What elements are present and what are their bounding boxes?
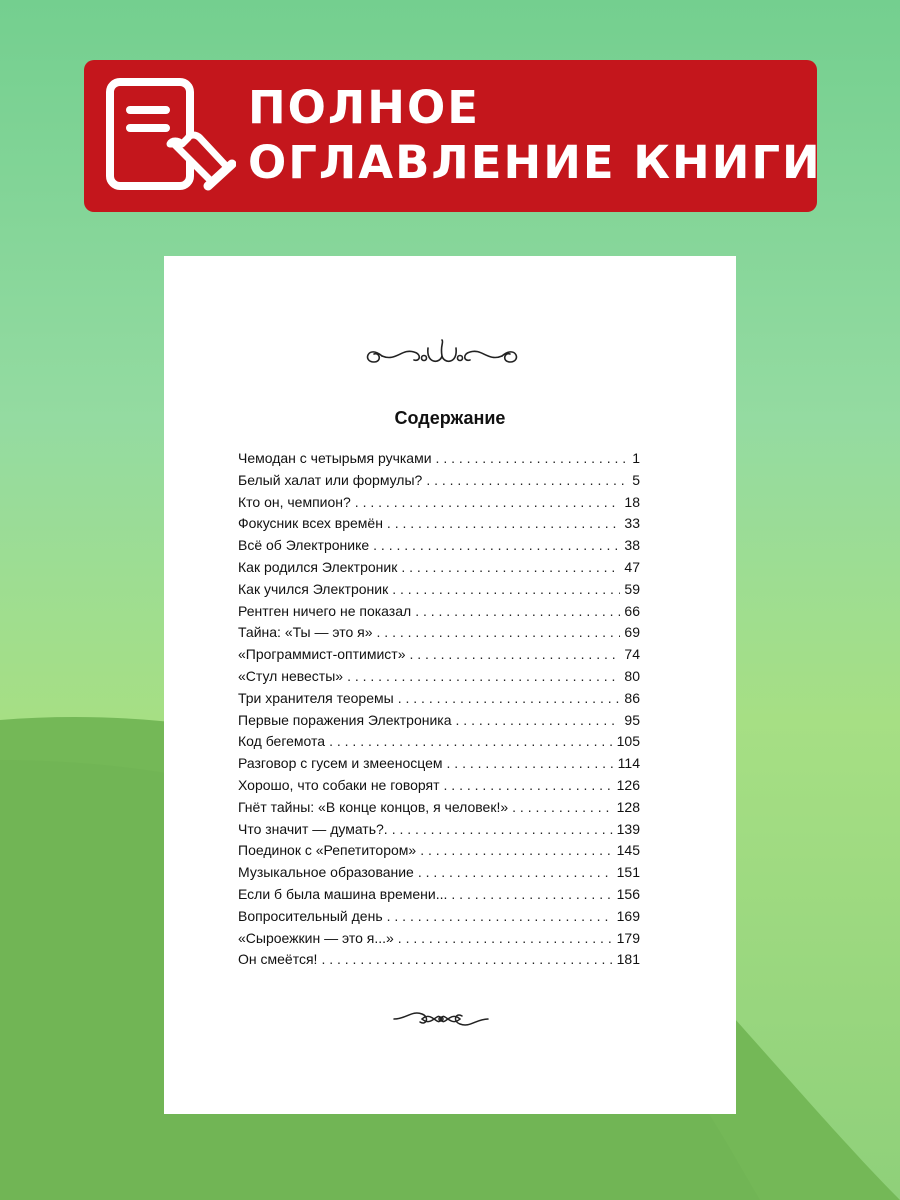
toc-title: Кто он, чемпион? (238, 493, 351, 510)
toc-page: 74 (624, 646, 640, 663)
toc-title: Поединок с «Репетитором» (238, 842, 417, 859)
toc-page: 59 (624, 580, 640, 597)
toc-title: Разговор с гусем и змееносцем (238, 755, 443, 772)
toc-entry (238, 799, 640, 821)
toc-page: 1 (632, 450, 640, 466)
toc-title: «Сыроежкин — это я...» (238, 929, 394, 946)
toc-entry (238, 755, 640, 777)
toc-title: Хорошо, что собаки не говорят (238, 776, 440, 793)
toc-title: Белый халат или формулы? (238, 471, 423, 488)
toc-leader (426, 472, 626, 488)
toc-title: Фокусник всех времён (238, 515, 383, 532)
toc-page: 18 (624, 493, 640, 510)
toc-page: 95 (624, 711, 640, 728)
toc-leader (392, 821, 613, 837)
toc-title: Чемодан с четырьмя ручками (238, 450, 432, 466)
toc-title: «Программист-оптимист» (238, 646, 406, 663)
toc-entry (238, 690, 640, 712)
toc-page: 145 (616, 842, 640, 859)
toc-title: Музыкальное образование (238, 864, 414, 881)
toc-page: 128 (616, 798, 640, 815)
toc-entry (238, 494, 640, 516)
toc-title: Три хранителя теоремы (238, 689, 394, 706)
toc-entry (238, 951, 640, 973)
toc-title: Что значит — думать?. (238, 820, 388, 837)
toc-title: Вопросительный день (238, 907, 383, 924)
toc-leader (392, 581, 620, 597)
toc-leader (451, 886, 612, 902)
toc-page: 114 (617, 755, 640, 772)
toc-entry (238, 842, 640, 864)
toc-entry (238, 624, 640, 646)
toc-entry (238, 603, 640, 625)
toc-title: Первые поражения Электроника (238, 711, 452, 728)
toc-leader (410, 646, 621, 662)
toc-title: Он смеётся! (238, 951, 318, 968)
table-of-contents (238, 450, 640, 973)
toc-entry (238, 908, 640, 930)
toc-title: Как родился Электроник (238, 558, 398, 575)
toc-title: Как учился Электроник (238, 580, 389, 597)
toc-title: Код бегемота (238, 733, 326, 750)
toc-entry (238, 450, 640, 472)
toc-title: Рентген ничего не показал (238, 602, 412, 619)
scroll-ornament-icon (392, 1006, 490, 1032)
toc-entry (238, 930, 640, 952)
toc-entry (238, 733, 640, 755)
toc-entry (238, 777, 640, 799)
toc-page: 69 (624, 624, 640, 641)
toc-page: 139 (616, 820, 640, 837)
toc-leader (444, 777, 613, 793)
toc-page: 47 (624, 558, 640, 575)
toc-entry (238, 864, 640, 886)
toc-title: Тайна: «Ты — это я» (238, 624, 373, 641)
toc-title: Всё об Электронике (238, 537, 370, 554)
toc-entry (238, 472, 640, 494)
toc-page: 38 (624, 537, 640, 554)
toc-entry (238, 886, 640, 908)
toc-leader (329, 733, 613, 749)
toc-entry (238, 646, 640, 668)
toc-entry (238, 668, 640, 690)
toc-leader (415, 603, 620, 619)
toc-leader (447, 755, 614, 771)
toc-page: 126 (616, 776, 640, 793)
toc-page: 179 (616, 929, 640, 946)
toc-leader (456, 712, 621, 728)
document-hand-icon (104, 78, 236, 198)
toc-title: Гнёт тайны: «В конце концов, я человек!» (238, 798, 509, 815)
toc-page: 156 (616, 885, 640, 902)
toc-title: Если б была машина времени... (238, 885, 448, 902)
banner-title (248, 80, 822, 190)
toc-page: 33 (624, 515, 640, 532)
toc-leader (418, 864, 613, 880)
toc-entry (238, 581, 640, 603)
book-page (164, 256, 736, 1114)
toc-entry (238, 712, 640, 734)
toc-entry (238, 537, 640, 559)
banner-title-line1: ПОЛНОЕ (248, 81, 480, 134)
toc-leader (355, 494, 621, 510)
banner-title-line2: ОГЛАВЛЕНИЕ КНИГИ (248, 136, 822, 189)
toc-title: «Стул невесты» (238, 667, 344, 684)
toc-leader (420, 842, 612, 858)
toc-leader (401, 559, 620, 575)
toc-leader (377, 624, 621, 640)
toc-leader (387, 908, 613, 924)
toc-leader (347, 668, 620, 684)
toc-entry (238, 821, 640, 843)
toc-leader (512, 799, 613, 815)
toc-leader (373, 537, 620, 553)
toc-page: 105 (616, 733, 640, 750)
toc-page: 181 (616, 951, 640, 968)
toc-page: 169 (616, 907, 640, 924)
scroll-ornament-icon (362, 336, 522, 370)
toc-entry (238, 559, 640, 581)
toc-leader (398, 930, 613, 946)
toc-page: 80 (624, 667, 640, 684)
title-banner (84, 60, 822, 212)
contents-heading: Содержание (394, 408, 506, 428)
toc-leader (321, 951, 612, 967)
toc-page: 151 (616, 864, 640, 881)
toc-entry (238, 515, 640, 537)
toc-leader (398, 690, 621, 706)
toc-leader (387, 515, 621, 531)
toc-page: 5 (632, 471, 640, 488)
toc-leader (436, 450, 626, 466)
toc-page: 66 (624, 602, 640, 619)
toc-page: 86 (624, 689, 640, 706)
